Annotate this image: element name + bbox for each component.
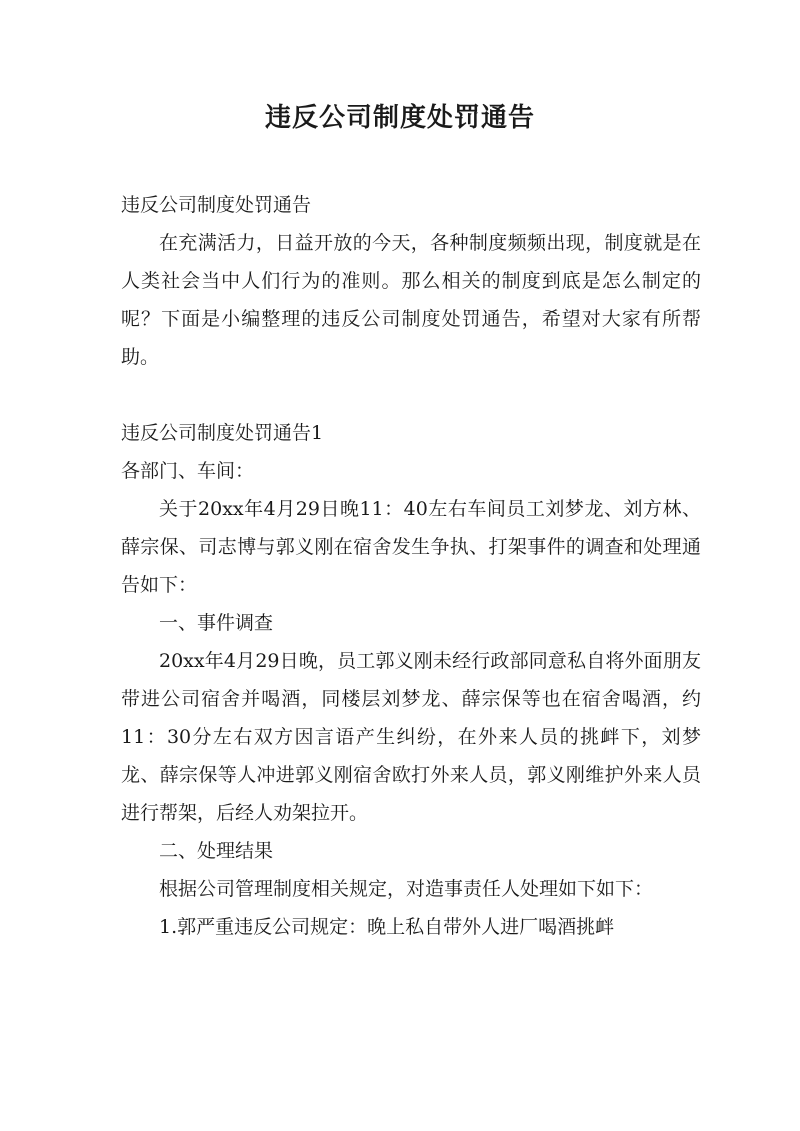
document-title: 违反公司制度处罚通告 [264,103,535,133]
intro-heading: 违反公司制度处罚通告 [121,194,312,216]
section-heading: 违反公司制度处罚通告1 [121,422,324,444]
intro-paragraph: 在充满活力，日益开放的今天，各种制度频频出现，制度就是在人类社会当中人们行为的准则。那么相关的制度到底是怎么制定的呢？下面是小编整理的违反公司制度处罚通告，希望对大家有所帮助。 [121,232,701,368]
result-item-1: 1.郭严重违反公司规定：晚上私自带外人进厂喝酒挑衅 [159,916,615,938]
part2-paragraph: 根据公司管理制度相关规定，对造事责任人处理如下如下： [159,878,654,900]
part1-paragraph: 20xx年4月29日晚，员工郭义刚未经行政部同意私自将外面朋友带进公司宿舍并喝酒，同楼层刘梦龙、薛宗保等也在宿舍喝酒，约11：30分左右双方因言语产生纠纷，在外来人员的挑衅下，刘梦龙、薛宗保等人冲进郭义刚宿舍欧打外来人员，郭义刚维护外来人员进行帮架，后经人劝架拉开。 [121,650,701,824]
notice-paragraph: 关于20xx年4月29日晚11：40左右车间员工刘梦龙、刘方林、薛宗保、司志博与郭义刚在宿舍发生争执、打架事件的调查和处理通告如下： [121,498,701,596]
part2-heading: 二、处理结果 [159,840,274,862]
salutation: 各部门、车间： [121,460,255,482]
paragraph-gap [121,376,701,414]
part1-heading: 一、事件调查 [159,612,274,634]
document-body [121,186,701,946]
